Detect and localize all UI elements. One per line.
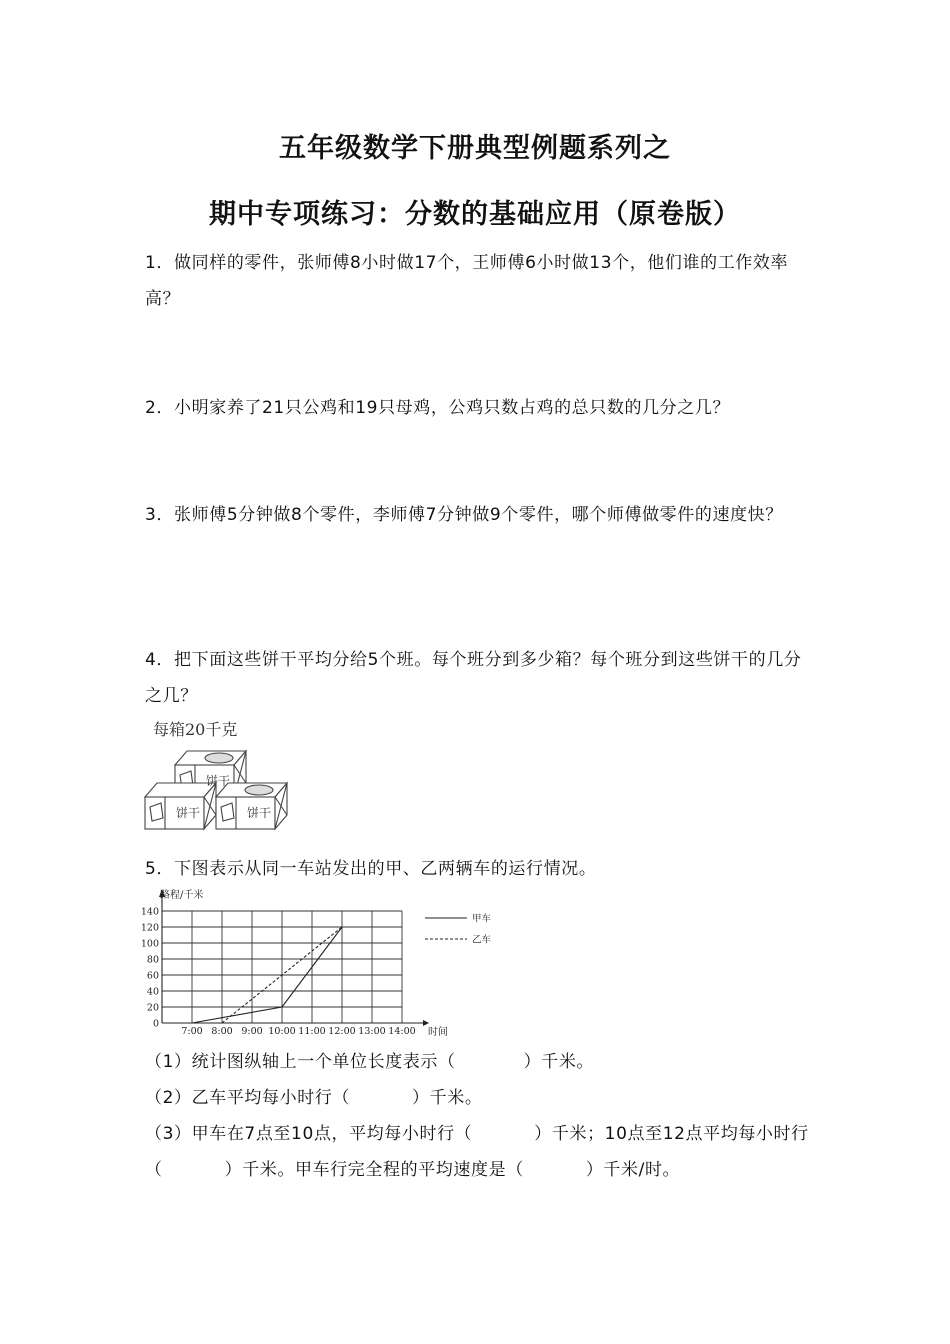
y-tick-label: 20 xyxy=(146,1002,159,1014)
legend-label-2: 乙车 xyxy=(472,934,492,946)
biscuit-boxes-figure xyxy=(143,718,303,834)
y-tick-label: 120 xyxy=(140,922,159,934)
y-tick-labels xyxy=(141,907,159,1030)
x-axis-label: 时间 xyxy=(428,1027,448,1038)
y-tick-label: 60 xyxy=(146,970,159,982)
y-axis-label: 路程/千米 xyxy=(160,890,204,901)
x-tick-label: 13:00 xyxy=(358,1026,386,1037)
question-4: 4．把下面这些饼干平均分给5个班。每个班分到多少箱？每个班分到这些饼干的几分之几？ xyxy=(145,650,802,706)
x-tick-label: 11:00 xyxy=(298,1026,326,1037)
y-tick-label: 100 xyxy=(140,938,159,950)
question-5: 5．下图表示从同一车站发出的甲、乙两辆车的运行情况。 xyxy=(145,859,597,879)
y-tick-label: 80 xyxy=(146,954,159,966)
x-tick-label: 10:00 xyxy=(268,1026,296,1037)
y-tick-label: 140 xyxy=(140,906,159,918)
question-2: 2．小明家养了21只公鸡和19只母鸡，公鸡只数占鸡的总只数的几分之几？ xyxy=(145,398,731,418)
legend-label-1: 甲车 xyxy=(472,913,492,925)
x-tick-labels xyxy=(181,1026,415,1037)
sub-question-3: （3）甲车在7点至10点，平均每小时行（ ）千米；10点至12点平均每小时行（ ）千米。甲车行完全程的平均速度是（ ）千米/时。 xyxy=(145,1124,809,1180)
box-label-right: 饼干 xyxy=(247,806,272,820)
travel-line-chart xyxy=(140,885,500,1045)
x-axis-arrow xyxy=(423,1020,429,1026)
box-label-top: 饼干 xyxy=(206,774,231,788)
question-3: 3．张师傅5分钟做8个零件，李师傅7分钟做9个零件，哪个师傅做零件的速度快？ xyxy=(145,505,783,525)
boxes-caption: 每箱20千克 xyxy=(153,720,238,739)
sub-question-1: （1）统计图纵轴上一个单位长度表示（ ）千米。 xyxy=(145,1052,595,1072)
x-tick-label: 8:00 xyxy=(211,1026,233,1037)
title-line-1: 五年级数学下册典型例题系列之 xyxy=(279,133,671,164)
x-tick-label: 9:00 xyxy=(241,1026,263,1037)
x-tick-label: 14:00 xyxy=(388,1026,416,1037)
x-tick-label: 12:00 xyxy=(328,1026,356,1037)
box-label-left: 饼干 xyxy=(176,806,201,820)
x-tick-label: 7:00 xyxy=(181,1026,203,1037)
question-1: 1．做同样的零件，张师傅8小时做17个，王师傅6小时做13个，他们谁的工作效率高？ xyxy=(145,253,789,309)
title-line-2: 期中专项练习：分数的基础应用（原卷版） xyxy=(209,199,741,230)
y-tick-label: 40 xyxy=(146,986,159,998)
chart-axes xyxy=(159,889,429,1026)
sub-question-2: （2）乙车平均每小时行（ ）千米。 xyxy=(145,1088,483,1108)
chart-legend xyxy=(425,913,492,946)
y-tick-label: 0 xyxy=(152,1018,159,1030)
